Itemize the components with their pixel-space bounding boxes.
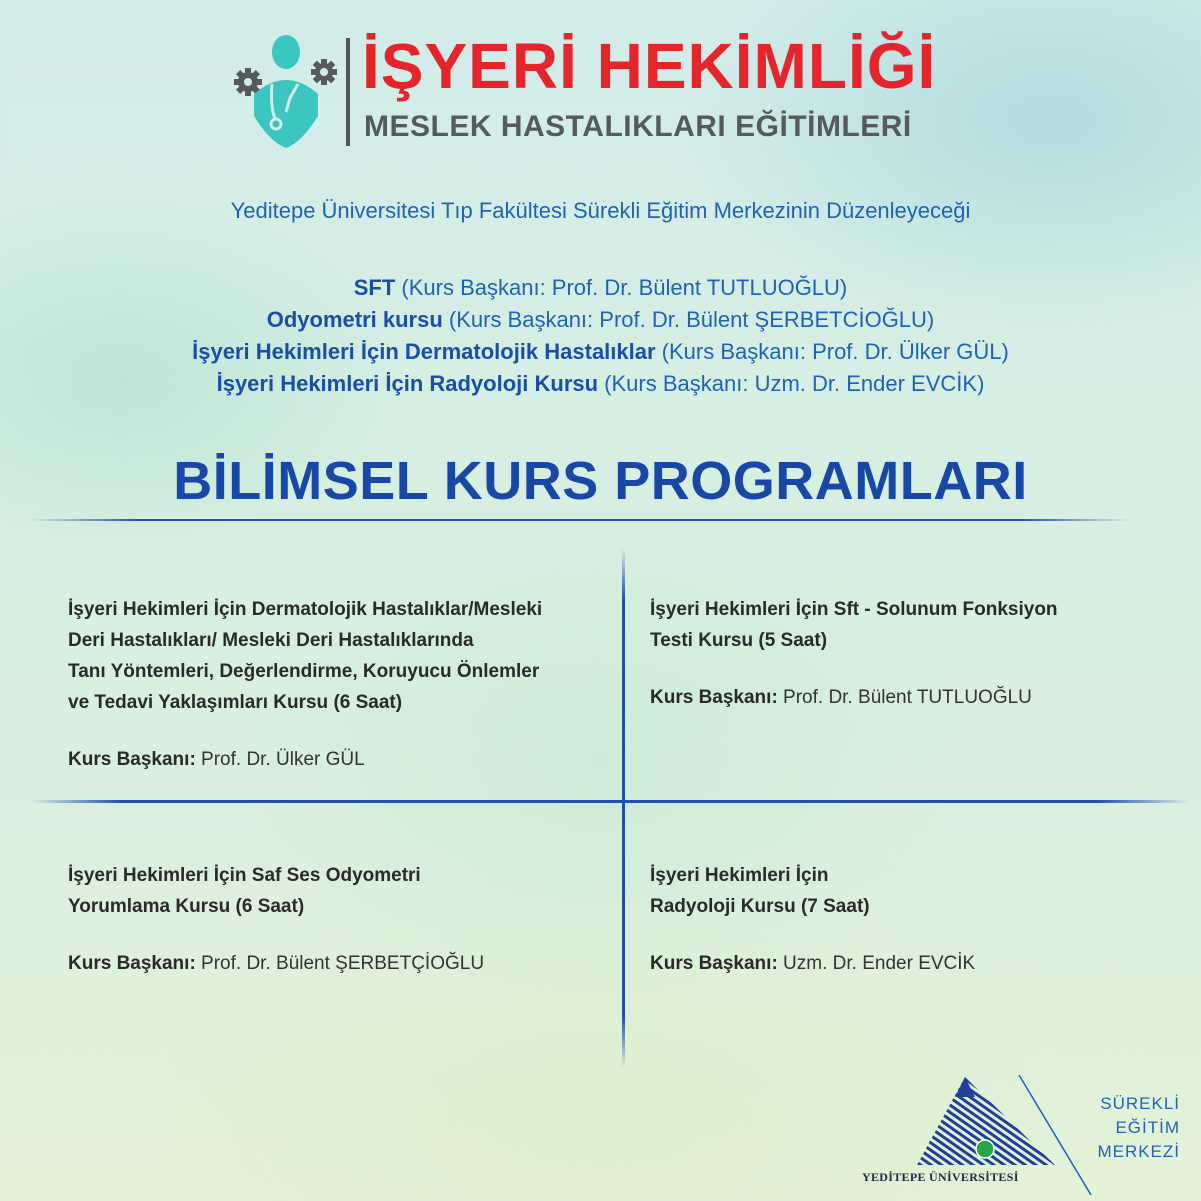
program-head xyxy=(650,948,1201,979)
program-title-line: İşyeri Hekimleri İçin Dermatolojik Hastalıklar/Mesleki xyxy=(68,599,543,620)
program-head-name: Prof. Dr. Ülker GÜL xyxy=(195,749,365,770)
program-title-line: Radyoloji Kursu (7 Saat) xyxy=(650,896,870,917)
program-title xyxy=(650,594,1201,656)
course-name: İşyeri Hekimleri İçin Radyoloji Kursu xyxy=(216,371,599,396)
center-line: EĞİTİM xyxy=(1115,1118,1180,1137)
program-title-line: İşyeri Hekimleri İçin Sft - Solunum Fonksiyon xyxy=(650,599,1058,620)
program-title-line: ve Tedavi Yaklaşımları Kursu (6 Saat) xyxy=(68,692,403,713)
program-title-line: Tanı Yöntemleri, Değerlendirme, Koruyucu Önlemler xyxy=(68,661,540,682)
continuing-education-center xyxy=(1060,1092,1180,1164)
course-name: İşyeri Hekimleri İçin Dermatolojik Hastalıklar xyxy=(192,339,656,364)
course-line xyxy=(0,336,1201,368)
program-head-name: Uzm. Dr. Ender EVCİK xyxy=(777,953,976,974)
header-divider xyxy=(346,38,350,146)
center-line: MERKEZİ xyxy=(1097,1142,1180,1161)
course-detail: (Kurs Başkanı: Prof. Dr. Ülker GÜL) xyxy=(655,339,1009,364)
courses-list xyxy=(0,272,1201,400)
program-head xyxy=(68,744,628,775)
page-title: İŞYERİ HEKİMLİĞİ xyxy=(362,30,937,102)
university-name: YEDİTEPE ÜNİVERSİTESİ xyxy=(862,1170,1019,1184)
program-title-line: Deri Hastalıkları/ Mesleki Deri Hastalıklarında xyxy=(68,630,474,651)
program-title-line: İşyeri Hekimleri İçin xyxy=(650,865,829,886)
course-line xyxy=(0,272,1201,304)
program-head xyxy=(650,682,1201,713)
program-title xyxy=(68,860,628,922)
program-title xyxy=(650,860,1201,922)
program-title-line: Yorumlama Kursu (6 Saat) xyxy=(68,896,305,917)
program-card-dermatology xyxy=(68,594,628,775)
course-detail: (Kurs Başkanı: Prof. Dr. Bülent ŞERBETCİOĞLU) xyxy=(442,307,935,332)
program-head xyxy=(68,948,628,979)
intro-text: Yeditepe Üniversitesi Tıp Fakültesi Sürekli Eğitim Merkezinin Düzenleyeceği xyxy=(230,198,971,223)
program-title xyxy=(68,594,628,718)
grid-divider-horizontal xyxy=(30,800,1190,803)
course-detail: (Kurs Başkanı: Uzm. Dr. Ender EVCİK) xyxy=(598,371,985,396)
program-head-name: Prof. Dr. Bülent ŞERBETÇİOĞLU xyxy=(195,953,485,974)
program-head-label: Kurs Başkanı: xyxy=(68,953,196,974)
course-line xyxy=(0,368,1201,400)
section-title: BİLİMSEL KURS PROGRAMLARI xyxy=(173,451,1028,511)
program-title-line: Testi Kursu (5 Saat) xyxy=(650,630,828,651)
program-title-line: İşyeri Hekimleri İçin Saf Ses Odyometri xyxy=(68,865,421,886)
program-head-label: Kurs Başkanı: xyxy=(650,953,778,974)
program-head-name: Prof. Dr. Bülent TUTLUOĞLU xyxy=(777,687,1032,708)
section-divider xyxy=(30,519,1130,521)
program-card-audiometry xyxy=(68,860,628,979)
course-name: SFT xyxy=(353,275,396,300)
page-subtitle: MESLEK HASTALIKLARI EĞİTİMLERİ xyxy=(364,110,912,143)
program-card-radiology xyxy=(650,860,1201,979)
course-name: Odyometri kursu xyxy=(266,307,443,332)
doctor-gears-icon xyxy=(232,32,340,150)
course-detail: (Kurs Başkanı: Prof. Dr. Bülent TUTLUOĞLU) xyxy=(395,275,848,300)
program-head-label: Kurs Başkanı: xyxy=(68,749,196,770)
program-head-label: Kurs Başkanı: xyxy=(650,687,778,708)
center-line: SÜREKLİ xyxy=(1100,1094,1180,1113)
program-card-sft xyxy=(650,594,1201,713)
course-line xyxy=(0,304,1201,336)
